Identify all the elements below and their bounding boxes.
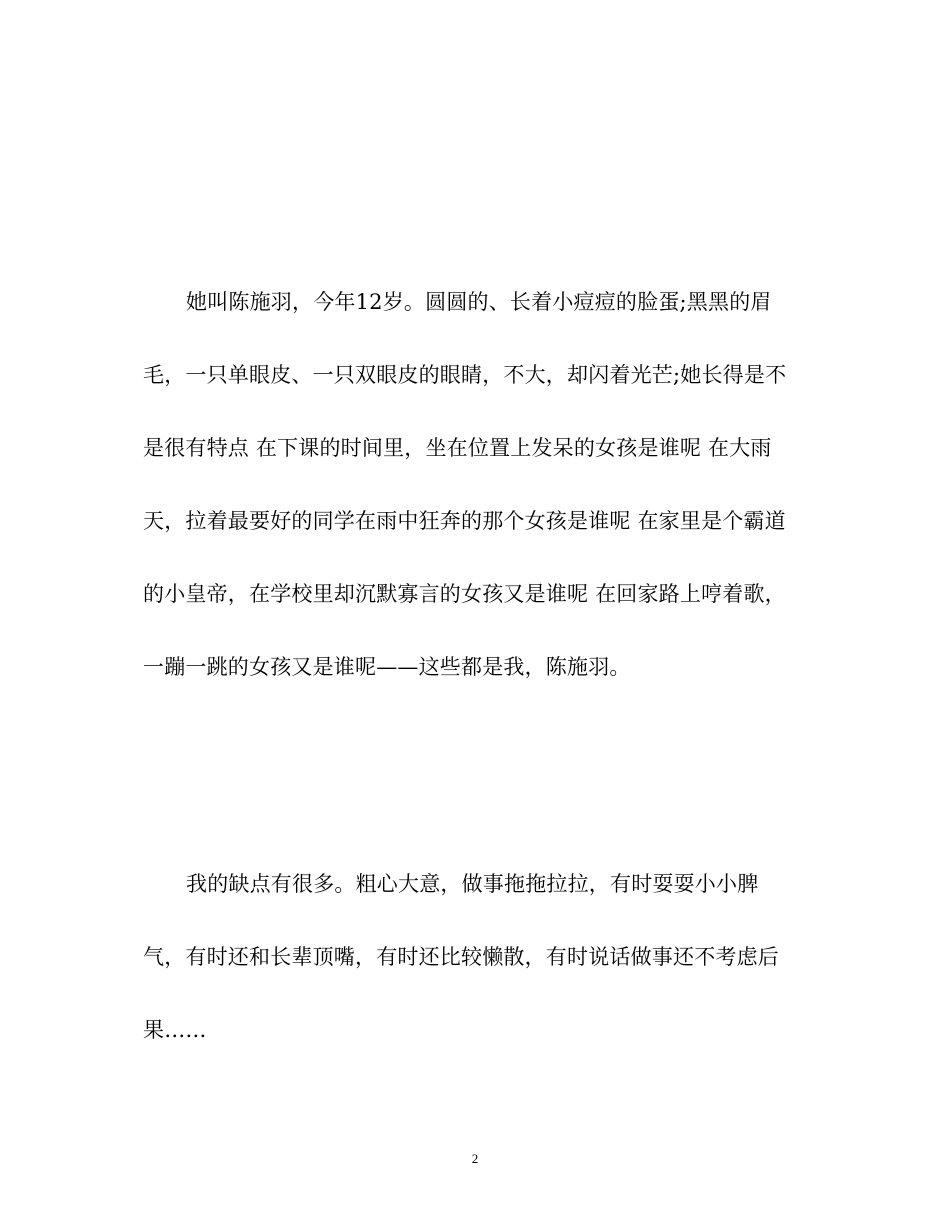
paragraph-line: 气，有时还和长辈顶嘴，有时还比较懒散，有时说话做事还不考虑后: [143, 945, 779, 969]
paragraph-line: 是很有特点 在下课的时间里，坐在位置上发呆的女孩是谁呢 在大雨: [143, 436, 772, 460]
paragraph-line: 她叫陈施羽，今年12岁。圆圆的、长着小痘痘的脸蛋;黑黑的眉: [186, 290, 772, 314]
paragraph-line: 毛，一只单眼皮、一只双眼皮的眼睛，不大，却闪着光芒;她长得是不: [143, 363, 787, 387]
page-number: 2: [471, 1151, 479, 1166]
paragraph-line: 天，拉着最要好的同学在雨中狂奔的那个女孩是谁呢 在家里是个霸道: [143, 509, 786, 533]
paragraph-line: 的小皇帝，在学校里却沉默寡言的女孩又是谁呢 在回家路上哼着歌，: [143, 582, 786, 606]
paragraph-line: 一蹦一跳的女孩又是谁呢——这些都是我，陈施羽。: [143, 655, 631, 679]
paragraph-line: 我的缺点有很多。粗心大意，做事拖拖拉拉，有时耍耍小小脾: [186, 872, 759, 896]
paragraph-line: 果……: [143, 1018, 207, 1042]
